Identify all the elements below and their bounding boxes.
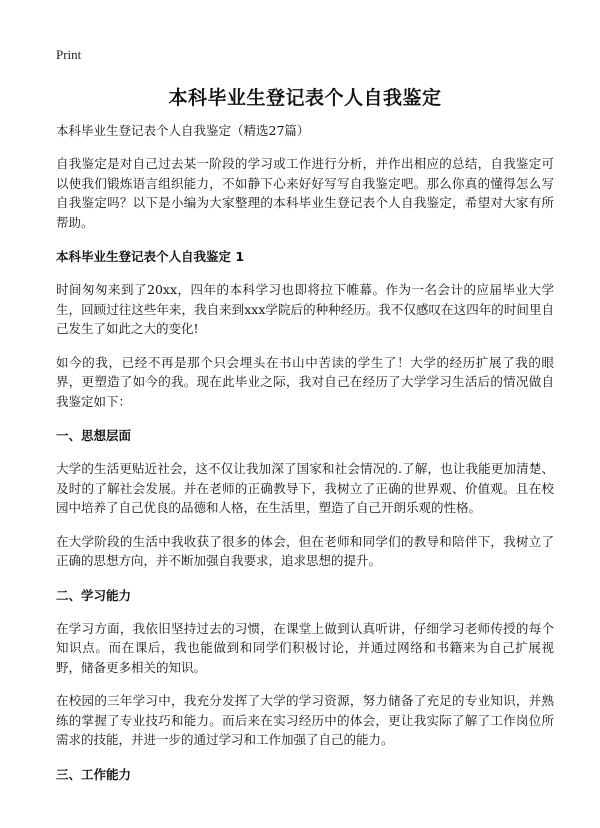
paragraph-5: 在学习方面，我依旧坚持过去的习惯，在课堂上做到认真听讲，仔细学习老师传授的每个知识点。而在课后，我也能做到和同学们积极讨论，并通过网络和书籍来为自己扩展视野，储备更多相关的知识。 bbox=[56, 620, 554, 675]
section-heading-study: 二、学习能力 bbox=[56, 587, 132, 603]
paragraph-3: 大学的生活更贴近社会，这不仅让我加深了国家和社会情况的.了解，也让我能更加清楚、及时的了解社会发展。并在老师的正确教导下，我树立了正确的世界观、价值观。且在校园中培养了自己优良的品德和人格，在生活里，塑造了自己开朗乐观的性格。 bbox=[56, 461, 554, 515]
heading-essay-1: 本科毕业生登记表个人自我鉴定 1 bbox=[56, 249, 245, 264]
section-heading-thought: 一、思想层面 bbox=[56, 428, 132, 443]
document-title: 本科毕业生登记表个人自我鉴定 bbox=[168, 87, 442, 109]
intro-paragraph: 自我鉴定是对自己过去某一阶段的学习或工作进行分析，并作出相应的总结，自我鉴定可以使我们锻炼语言组织能力，不如静下心来好好写写自我鉴定吧。那么你真的懂得怎么写自我鉴定吗？以下是小编为大家整理的本科毕业生登记表个人自我鉴定，希望对大家有所帮助。 bbox=[56, 156, 554, 230]
section-heading-work: 三、工作能力 bbox=[56, 766, 132, 782]
paragraph-6: 在校园的三年学习中，我充分发挥了大学的学习资源，努力储备了充足的专业知识，并熟练的掌握了专业技巧和能力。而后来在实习经历中的体会，更让我实际了解了工作岗位所需求的技能，并进一步的通过学习和工作加强了自己的能力。 bbox=[56, 693, 554, 747]
print-link[interactable]: Print bbox=[56, 47, 82, 62]
paragraph-4: 在大学阶段的生活中我收获了很多的体会，但在老师和同学们的教导和陪伴下，我树立了正确的思想方向，并不断加强自我要求，追求思想的提升。 bbox=[56, 533, 554, 568]
document-subtitle: 本科毕业生登记表个人自我鉴定（精选27篇） bbox=[56, 123, 310, 138]
paragraph-2: 如今的我，已经不再是那个只会埋头在书山中苦读的学生了！大学的经历扩展了我的眼界，更塑造了如今的我。现在此毕业之际，我对自己在经历了大学学习生活后的情况做自我鉴定如下： bbox=[56, 354, 554, 409]
paragraph-1: 时间匆匆来到了20xx，四年的本科学习也即将拉下帷幕。作为一名会计的应届毕业大学生，回顾过往这些年来，我自来到xxx学院后的种种经历。我不仅感叹在这四年的时间里自己发生了如此之大的变化! bbox=[56, 282, 554, 336]
